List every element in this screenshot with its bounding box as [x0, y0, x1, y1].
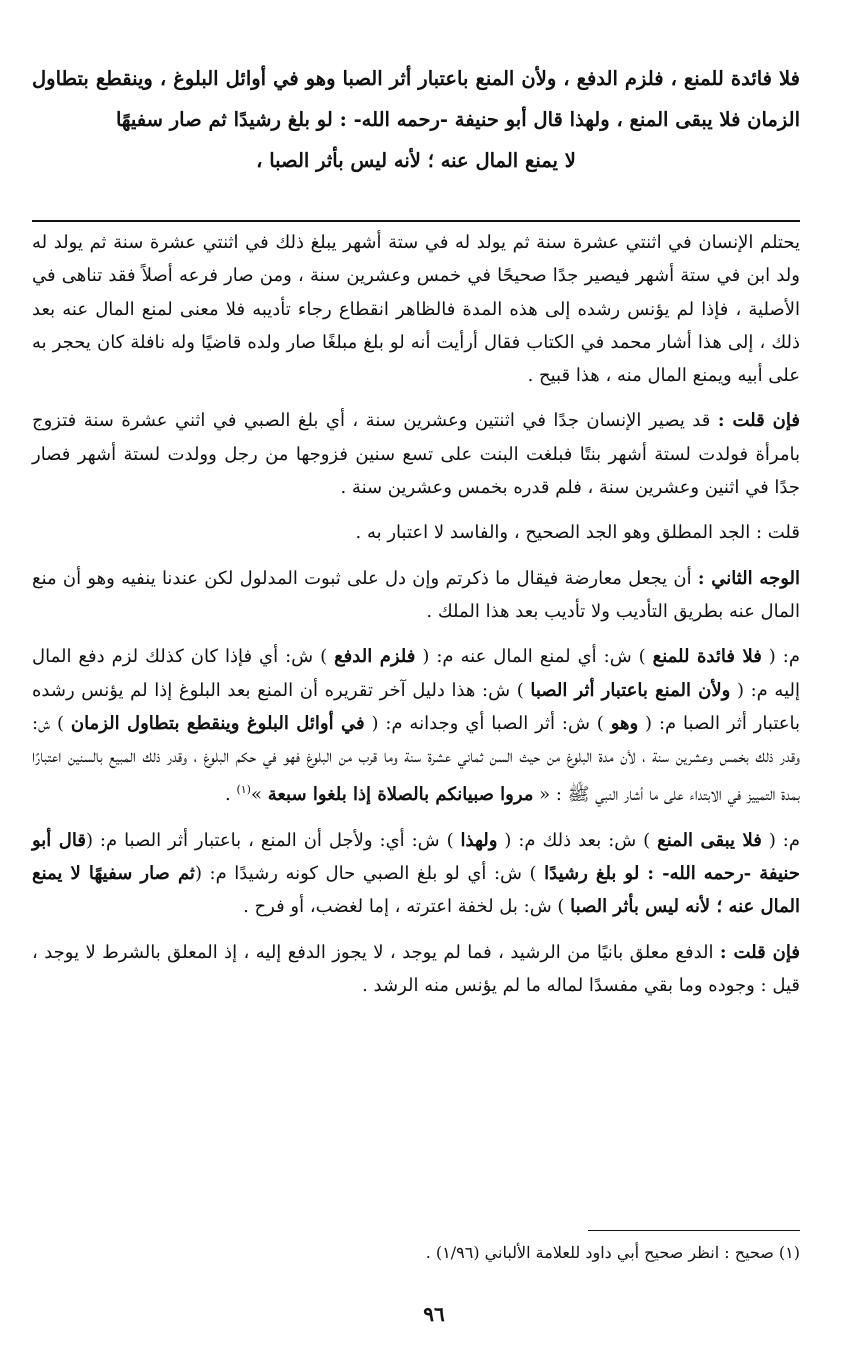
matn-quote: فلا فائدة للمنع: [652, 646, 762, 668]
section-lead: الوجه الثاني :: [697, 567, 800, 589]
question-lead: فإن قلت :: [717, 410, 800, 432]
page-number: ٩٦: [423, 1302, 445, 1326]
sharh-paragraph-5: [32, 640, 800, 811]
sharh-paragraph-4: [32, 562, 800, 629]
paragraph-text: أن يجعل معارضة فيقال ما ذكرتم وإن دل على ثبوت المدلول لكن عندنا ينفيه وهو أن منع المال عنه بطريق التأديب ولا تأديب بعد هذا الملك .: [32, 567, 800, 622]
matn-quote: وهو: [610, 712, 639, 734]
text-segment: ) ش: وقدر ذلك بخمس وعشرين سنة ، لأن مدة البلوغ من حيث السن ثماني عشرة سنة وما قرب من البلوغ فهو في حكم البلوغ ، وقدر ذلك المبيع بالسنين اعتبارًا بمدة التمييز في الابتداء على ما أشار النبي ﷺ : «: [32, 712, 800, 806]
text-segment: ) ش: أي لمنع المال عنه م: (: [415, 646, 653, 668]
matn-quote: ولهذا: [460, 829, 498, 851]
sharh-paragraph-6: [32, 824, 800, 924]
matn-paragraph: فلا فائدة للمنع ، فلزم الدفع ، ولأن المنع باعتبار أثر الصبا وهو في أوائل البلوغ ، وينقطع بتطاول الزمان فلا يبقى المنع ، ولهذا قال أبو حنيفة -رحمه الله- : لو بلغ رشيدًا ثم صار سفيهًا: [32, 67, 800, 131]
footnote: (١) صحيح : انظر صحيح أبي داود للعلامة الألباني (١/٩٦) .: [425, 1243, 800, 1262]
question-lead: فإن قلت :: [719, 941, 800, 963]
text-segment: .: [225, 784, 237, 806]
sharh-paragraph-1: يحتلم الإنسان في اثنتي عشرة سنة ثم يولد له في ستة أشهر يبلغ ذلك في اثنتي عشرة سنة ثم يولد له ولد ابن في ستة أشهر فيصير جدًا صحيحًا في خمس وعشرين سنة ، ومن صار فرعه أصلاً فقد تناهى في الأصلية ، فإذا لم يؤنس رشده إلى هذه المدة فالظاهر انقطاع رجاء تأديبه فلا معنى لمنع المال عنه بعد ذلك ، إلى هذا أشار محمد في الكتاب فقال أرأيت أنه لو بلغ مبلغًا صار ولده قاضيًا وله نافلة كان يحجر به على أبيه ويمنع المال منه ، هذا قبيح .: [32, 232, 800, 387]
sharh-text-block: [32, 226, 800, 1014]
matn-quote: فلا يبقى المنع: [657, 829, 762, 851]
sharh-paragraph-7: [32, 936, 800, 1003]
matn-text-block: [32, 58, 800, 181]
footnote-reference: (١): [236, 783, 251, 797]
hadith-quote: مروا صبيانكم بالصلاة إذا بلغوا سبعة: [267, 784, 534, 806]
paragraph-text: الدفع معلق بانيًا من الرشيد ، فما لم يوجد ، لا يجوز الدفع إليه ، إذ المعلق بالشرط لا يوجد ، قيل : وجوده وما بقي مفسدًا لماله ما لم يؤنس منه الرشد .: [32, 941, 800, 996]
text-segment: ) ش: أي: ولأجل أن المنع ، باعتبار أثر الصبا م: (: [85, 829, 461, 851]
text-segment: »: [250, 784, 268, 806]
matn-quote: ثم صار سفيهًا لا يمنع المال عنه ؛ لأنه ليس بأثر الصبا: [32, 863, 800, 918]
sharh-paragraph-2: [32, 404, 800, 504]
text-segment: ) ش: بل لخفة اعترته ، إما لغضب، أو فرح .: [243, 896, 571, 918]
matn-last-line: لا يمنع المال عنه ؛ لأنه ليس بأثر الصبا ،: [256, 149, 576, 172]
matn-quote: في أوائل البلوغ وينقطع بتطاول الزمان: [70, 712, 365, 734]
text-segment: ) ش: أي فإذا كان كذلك لزم دفع المال إليه م: (: [32, 646, 800, 701]
text-segment: ) ش: أثر الصبا أي وجدانه م: (: [364, 712, 611, 734]
text-segment: ) ش: هذا دليل آخر تقريره أن المنع بعد البلوغ إذا لم يؤنس رشده باعتبار أثر الصبا م: (: [32, 679, 800, 734]
matn-quote: قال أبو حنيفة -رحمه الله- : لو بلغ رشيدًا: [32, 829, 800, 885]
matn-quote: فلزم الدفع: [334, 646, 416, 668]
paragraph-text: قد يصير الإنسان جدًا في اثنتين وعشرين سنة ، أي بلغ الصبي في اثني عشرة سنة فتزوج بامرأة فولدت لستة أشهر بنتًا فبلغت البنت على تسع سنين فزوجها من رجل وولدت لستة أشهر فصار جدًا في اثنين وعشرين سنة ، فلم قدره بخمس وعشرين سنة .: [32, 410, 800, 499]
separator-rule: [32, 220, 800, 222]
text-segment: م: (: [761, 829, 800, 851]
matn-quote: ولأن المنع باعتبار أثر الصبا: [530, 679, 731, 701]
text-segment: م: (: [761, 646, 800, 668]
footnote-separator: [588, 1230, 800, 1231]
text-segment: ) ش: بعد ذلك م: (: [497, 829, 658, 851]
text-segment: ) ش: أي لو بلغ الصبي حال كونه رشيدًا م: (: [194, 863, 545, 885]
sharh-paragraph-3: قلت : الجد المطلق وهو الجد الصحيح ، والفاسد لا اعتبار به .: [355, 522, 800, 544]
